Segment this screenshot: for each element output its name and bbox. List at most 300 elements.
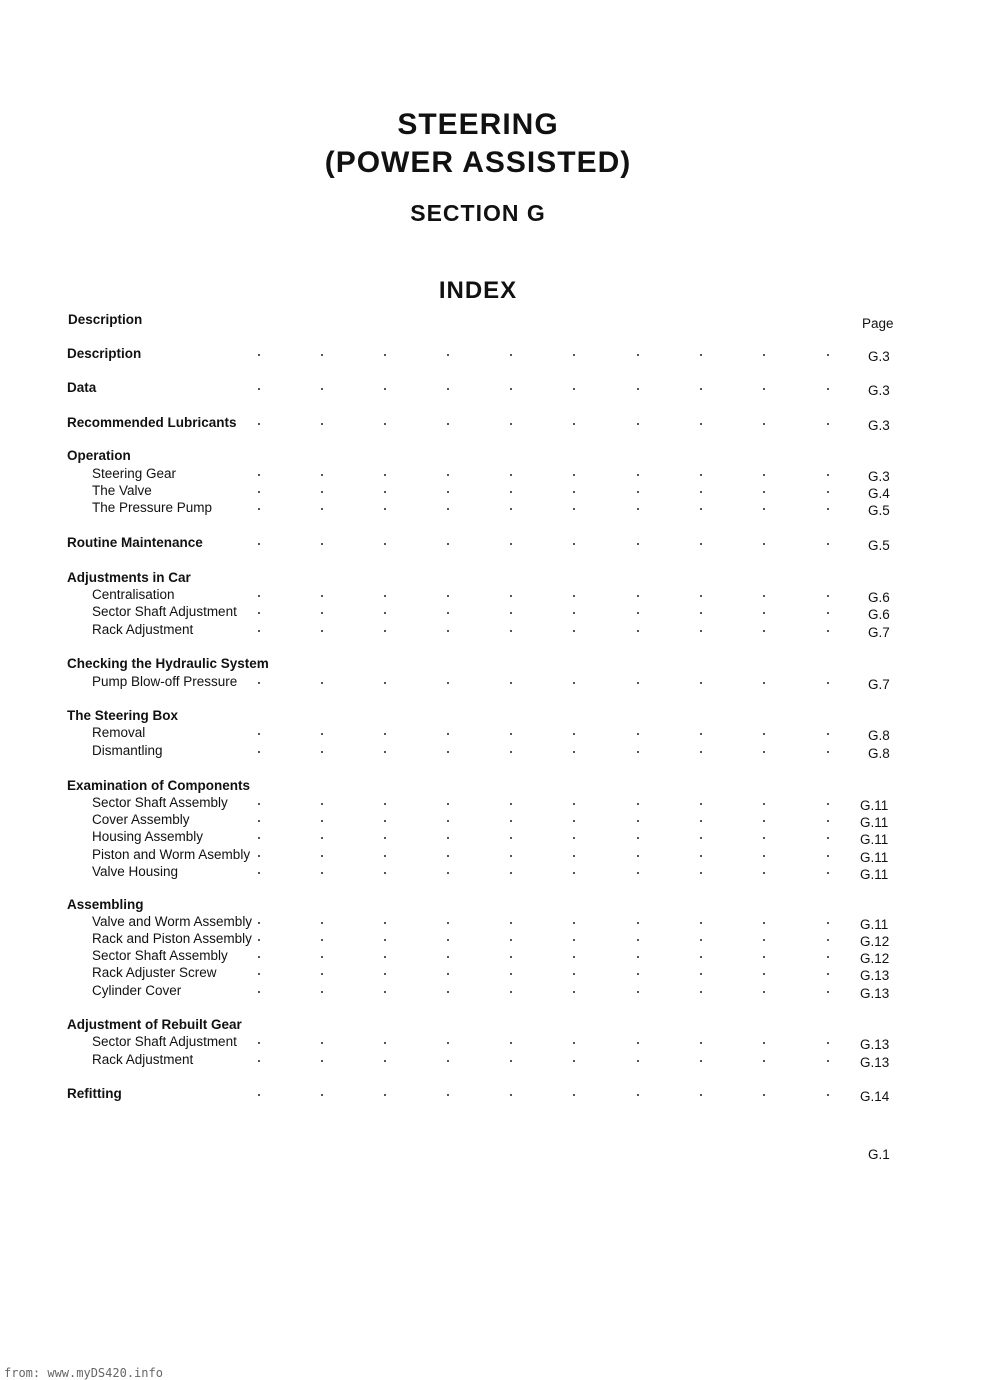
dot-leader bbox=[0, 483, 1000, 500]
leader-dot bbox=[637, 855, 639, 857]
toc-row bbox=[0, 1086, 1000, 1103]
toc-row bbox=[0, 931, 1000, 948]
leader-dot bbox=[384, 1042, 386, 1044]
leader-dot bbox=[827, 922, 829, 924]
leader-dot bbox=[700, 630, 702, 632]
leader-dot bbox=[637, 354, 639, 356]
leader-dot bbox=[258, 820, 260, 822]
leader-dot bbox=[447, 491, 449, 493]
leader-dot bbox=[258, 1042, 260, 1044]
toc-section-label: Operation bbox=[67, 448, 131, 463]
dot-leader bbox=[0, 931, 1000, 948]
dot-leader bbox=[0, 812, 1000, 829]
leader-dot bbox=[637, 837, 639, 839]
toc-row bbox=[0, 983, 1000, 1000]
toc-page-number: G.11 bbox=[860, 867, 889, 882]
toc-subsection-label: Steering Gear bbox=[92, 466, 177, 481]
leader-dot bbox=[447, 612, 449, 614]
toc-row bbox=[0, 914, 1000, 931]
leader-dot bbox=[321, 803, 323, 805]
leader-dot bbox=[763, 872, 765, 874]
toc-row bbox=[0, 674, 1000, 691]
leader-dot bbox=[700, 956, 702, 958]
toc-subsection-label: Dismantling bbox=[92, 743, 163, 758]
leader-dot bbox=[700, 922, 702, 924]
leader-dot bbox=[573, 973, 575, 975]
leader-dot bbox=[637, 956, 639, 958]
leader-dot bbox=[447, 973, 449, 975]
leader-dot bbox=[258, 872, 260, 874]
leader-dot bbox=[384, 612, 386, 614]
toc-subsection-label: Cylinder Cover bbox=[92, 983, 182, 998]
leader-dot bbox=[573, 354, 575, 356]
toc-row bbox=[0, 380, 1000, 397]
toc-subsection-label: Centralisation bbox=[92, 587, 175, 602]
dot-leader bbox=[0, 346, 1000, 363]
leader-dot bbox=[447, 751, 449, 753]
toc-row bbox=[0, 795, 1000, 812]
title-line-1: STEERING bbox=[397, 108, 559, 141]
leader-dot bbox=[573, 1060, 575, 1062]
leader-dot bbox=[827, 1094, 829, 1096]
leader-dot bbox=[700, 491, 702, 493]
toc-subsection-label: Sector Shaft Assembly bbox=[92, 948, 228, 963]
toc-page-number: G.13 bbox=[860, 1037, 890, 1052]
toc-row bbox=[0, 483, 1000, 500]
leader-dot bbox=[827, 388, 829, 390]
leader-dot bbox=[700, 973, 702, 975]
leader-dot bbox=[637, 922, 639, 924]
leader-dot bbox=[447, 423, 449, 425]
toc-row bbox=[0, 1052, 1000, 1069]
leader-dot bbox=[763, 820, 765, 822]
leader-dot bbox=[258, 543, 260, 545]
leader-dot bbox=[573, 991, 575, 993]
leader-dot bbox=[258, 612, 260, 614]
leader-dot bbox=[573, 474, 575, 476]
toc-row bbox=[0, 448, 1000, 465]
leader-dot bbox=[321, 939, 323, 941]
leader-dot bbox=[258, 939, 260, 941]
toc-page-number: G.13 bbox=[860, 968, 890, 983]
leader-dot bbox=[321, 543, 323, 545]
leader-dot bbox=[827, 803, 829, 805]
leader-dot bbox=[827, 855, 829, 857]
leader-dot bbox=[827, 543, 829, 545]
leader-dot bbox=[827, 612, 829, 614]
toc-page-number: G.8 bbox=[868, 746, 890, 761]
leader-dot bbox=[384, 630, 386, 632]
leader-dot bbox=[384, 991, 386, 993]
leader-dot bbox=[258, 973, 260, 975]
leader-dot bbox=[637, 1060, 639, 1062]
leader-dot bbox=[827, 630, 829, 632]
toc-subsection-label: Rack Adjustment bbox=[92, 1052, 194, 1067]
leader-dot bbox=[384, 543, 386, 545]
leader-dot bbox=[447, 388, 449, 390]
leader-dot bbox=[637, 630, 639, 632]
leader-dot bbox=[510, 1042, 512, 1044]
leader-dot bbox=[321, 751, 323, 753]
leader-dot bbox=[573, 922, 575, 924]
dot-leader bbox=[0, 914, 1000, 931]
dot-leader bbox=[0, 1034, 1000, 1051]
leader-dot bbox=[447, 595, 449, 597]
toc-section-label: Examination of Components bbox=[67, 778, 251, 793]
dot-leader bbox=[0, 466, 1000, 483]
leader-dot bbox=[321, 612, 323, 614]
leader-dot bbox=[573, 837, 575, 839]
leader-dot bbox=[573, 939, 575, 941]
leader-dot bbox=[384, 973, 386, 975]
leader-dot bbox=[384, 491, 386, 493]
leader-dot bbox=[573, 682, 575, 684]
leader-dot bbox=[763, 1060, 765, 1062]
toc-row bbox=[0, 965, 1000, 982]
dot-leader bbox=[0, 604, 1000, 621]
leader-dot bbox=[321, 872, 323, 874]
leader-dot bbox=[447, 474, 449, 476]
leader-dot bbox=[510, 973, 512, 975]
leader-dot bbox=[700, 855, 702, 857]
toc-subsection-label: Sector Shaft Adjustment bbox=[92, 1034, 237, 1049]
dot-leader bbox=[0, 965, 1000, 982]
dot-leader bbox=[0, 500, 1000, 517]
leader-dot bbox=[258, 388, 260, 390]
leader-dot bbox=[321, 682, 323, 684]
leader-dot bbox=[510, 872, 512, 874]
leader-dot bbox=[447, 682, 449, 684]
leader-dot bbox=[510, 837, 512, 839]
leader-dot bbox=[321, 837, 323, 839]
leader-dot bbox=[510, 682, 512, 684]
leader-dot bbox=[384, 474, 386, 476]
leader-dot bbox=[573, 508, 575, 510]
leader-dot bbox=[384, 872, 386, 874]
dot-leader bbox=[0, 743, 1000, 760]
toc-row bbox=[0, 622, 1000, 639]
leader-dot bbox=[573, 595, 575, 597]
leader-dot bbox=[321, 388, 323, 390]
leader-dot bbox=[510, 354, 512, 356]
leader-dot bbox=[637, 682, 639, 684]
leader-dot bbox=[763, 595, 765, 597]
leader-dot bbox=[637, 751, 639, 753]
dot-leader bbox=[0, 983, 1000, 1000]
leader-dot bbox=[447, 630, 449, 632]
leader-dot bbox=[258, 354, 260, 356]
toc-section-label: Assembling bbox=[67, 897, 144, 912]
dot-leader bbox=[0, 415, 1000, 432]
toc-page-number: G.14 bbox=[860, 1089, 890, 1104]
leader-dot bbox=[700, 733, 702, 735]
leader-dot bbox=[763, 630, 765, 632]
leader-dot bbox=[447, 803, 449, 805]
leader-dot bbox=[637, 423, 639, 425]
leader-dot bbox=[321, 1060, 323, 1062]
leader-dot bbox=[510, 803, 512, 805]
toc-row bbox=[0, 570, 1000, 587]
leader-dot bbox=[447, 820, 449, 822]
title-line-2: (POWER ASSISTED) bbox=[324, 146, 632, 179]
toc-page-number: G.11 bbox=[860, 798, 889, 813]
leader-dot bbox=[700, 820, 702, 822]
leader-dot bbox=[258, 630, 260, 632]
leader-dot bbox=[700, 423, 702, 425]
leader-dot bbox=[321, 855, 323, 857]
leader-dot bbox=[447, 354, 449, 356]
leader-dot bbox=[637, 1042, 639, 1044]
leader-dot bbox=[700, 682, 702, 684]
leader-dot bbox=[510, 733, 512, 735]
toc-row bbox=[0, 708, 1000, 725]
leader-dot bbox=[447, 922, 449, 924]
leader-dot bbox=[573, 630, 575, 632]
leader-dot bbox=[827, 956, 829, 958]
toc-row bbox=[0, 897, 1000, 914]
toc-row bbox=[0, 778, 1000, 795]
leader-dot bbox=[763, 1094, 765, 1096]
dot-leader bbox=[0, 829, 1000, 846]
leader-dot bbox=[637, 612, 639, 614]
leader-dot bbox=[763, 733, 765, 735]
toc-row bbox=[0, 1017, 1000, 1034]
leader-dot bbox=[510, 630, 512, 632]
toc-page-number: G.11 bbox=[860, 832, 889, 847]
leader-dot bbox=[700, 354, 702, 356]
index-heading: INDEX bbox=[438, 277, 518, 304]
leader-dot bbox=[700, 474, 702, 476]
toc-row bbox=[0, 535, 1000, 552]
toc-subsection-label: Valve and Worm Assembly bbox=[92, 914, 253, 929]
leader-dot bbox=[384, 855, 386, 857]
toc-subsection-label: Rack Adjustment bbox=[92, 622, 194, 637]
leader-dot bbox=[510, 1094, 512, 1096]
leader-dot bbox=[258, 423, 260, 425]
leader-dot bbox=[637, 491, 639, 493]
leader-dot bbox=[258, 682, 260, 684]
leader-dot bbox=[258, 751, 260, 753]
leader-dot bbox=[637, 939, 639, 941]
leader-dot bbox=[763, 354, 765, 356]
toc-row bbox=[0, 656, 1000, 673]
leader-dot bbox=[573, 388, 575, 390]
toc-page-number: G.7 bbox=[868, 677, 890, 692]
leader-dot bbox=[827, 354, 829, 356]
dot-leader bbox=[0, 795, 1000, 812]
dot-leader bbox=[0, 1086, 1000, 1103]
leader-dot bbox=[384, 1060, 386, 1062]
leader-dot bbox=[763, 973, 765, 975]
toc-row bbox=[0, 1034, 1000, 1051]
leader-dot bbox=[763, 543, 765, 545]
toc-section-label: Checking the Hydraulic System bbox=[67, 656, 269, 671]
dot-leader bbox=[0, 535, 1000, 552]
leader-dot bbox=[321, 1042, 323, 1044]
toc-subsection-label: Removal bbox=[92, 725, 146, 740]
leader-dot bbox=[258, 733, 260, 735]
toc-row bbox=[0, 847, 1000, 864]
toc-page-number: G.3 bbox=[868, 383, 890, 398]
leader-dot bbox=[573, 855, 575, 857]
dot-leader bbox=[0, 847, 1000, 864]
toc-page-number: G.6 bbox=[868, 590, 890, 605]
leader-dot bbox=[510, 922, 512, 924]
leader-dot bbox=[447, 939, 449, 941]
toc-row bbox=[0, 346, 1000, 363]
toc-subsection-label: Pump Blow-off Pressure bbox=[92, 674, 238, 689]
leader-dot bbox=[700, 595, 702, 597]
leader-dot bbox=[321, 820, 323, 822]
page-column-header: Page bbox=[862, 316, 894, 331]
leader-dot bbox=[763, 939, 765, 941]
leader-dot bbox=[510, 991, 512, 993]
dot-leader bbox=[0, 380, 1000, 397]
leader-dot bbox=[573, 543, 575, 545]
section-title: SECTION G bbox=[410, 200, 546, 226]
dot-leader bbox=[0, 725, 1000, 742]
leader-dot bbox=[510, 491, 512, 493]
leader-dot bbox=[637, 820, 639, 822]
toc-section-label: Adjustment of Rebuilt Gear bbox=[67, 1017, 242, 1032]
leader-dot bbox=[573, 751, 575, 753]
leader-dot bbox=[447, 855, 449, 857]
toc-section-label: Adjustments in Car bbox=[67, 570, 191, 585]
leader-dot bbox=[763, 474, 765, 476]
leader-dot bbox=[763, 956, 765, 958]
leader-dot bbox=[637, 803, 639, 805]
leader-dot bbox=[384, 956, 386, 958]
leader-dot bbox=[700, 991, 702, 993]
leader-dot bbox=[258, 474, 260, 476]
toc-section-label: Data bbox=[67, 380, 97, 395]
leader-dot bbox=[447, 1094, 449, 1096]
leader-dot bbox=[700, 803, 702, 805]
leader-dot bbox=[321, 491, 323, 493]
leader-dot bbox=[637, 1094, 639, 1096]
leader-dot bbox=[384, 820, 386, 822]
toc-row bbox=[0, 829, 1000, 846]
leader-dot bbox=[827, 1060, 829, 1062]
toc-page-number: G.11 bbox=[860, 815, 889, 830]
leader-dot bbox=[637, 973, 639, 975]
toc-page-number: G.12 bbox=[860, 951, 890, 966]
toc-page-number: G.11 bbox=[860, 850, 889, 865]
toc-page-number: G.13 bbox=[860, 986, 890, 1001]
leader-dot bbox=[827, 733, 829, 735]
leader-dot bbox=[321, 991, 323, 993]
leader-dot bbox=[700, 508, 702, 510]
leader-dot bbox=[510, 956, 512, 958]
leader-dot bbox=[700, 612, 702, 614]
leader-dot bbox=[510, 508, 512, 510]
leader-dot bbox=[258, 922, 260, 924]
leader-dot bbox=[321, 1094, 323, 1096]
leader-dot bbox=[763, 991, 765, 993]
leader-dot bbox=[637, 733, 639, 735]
leader-dot bbox=[763, 855, 765, 857]
leader-dot bbox=[827, 820, 829, 822]
leader-dot bbox=[321, 973, 323, 975]
leader-dot bbox=[321, 733, 323, 735]
leader-dot bbox=[827, 1042, 829, 1044]
leader-dot bbox=[637, 595, 639, 597]
leader-dot bbox=[827, 973, 829, 975]
toc-subsection-label: Sector Shaft Adjustment bbox=[92, 604, 237, 619]
toc-subsection-label: Rack and Piston Assembly bbox=[92, 931, 252, 946]
leader-dot bbox=[510, 612, 512, 614]
leader-dot bbox=[700, 1042, 702, 1044]
leader-dot bbox=[763, 837, 765, 839]
leader-dot bbox=[510, 820, 512, 822]
leader-dot bbox=[827, 682, 829, 684]
leader-dot bbox=[827, 474, 829, 476]
description-column-header: Description bbox=[68, 312, 143, 327]
leader-dot bbox=[763, 491, 765, 493]
leader-dot bbox=[447, 837, 449, 839]
toc-page-number: G.6 bbox=[868, 607, 890, 622]
leader-dot bbox=[700, 872, 702, 874]
dot-leader bbox=[0, 864, 1000, 881]
dot-leader bbox=[0, 1052, 1000, 1069]
leader-dot bbox=[700, 1060, 702, 1062]
leader-dot bbox=[763, 751, 765, 753]
toc-section-label: Recommended Lubricants bbox=[67, 415, 237, 430]
leader-dot bbox=[258, 1094, 260, 1096]
toc-row bbox=[0, 500, 1000, 517]
leader-dot bbox=[447, 733, 449, 735]
toc-page-number: G.3 bbox=[868, 349, 890, 364]
leader-dot bbox=[258, 855, 260, 857]
leader-dot bbox=[510, 855, 512, 857]
leader-dot bbox=[258, 991, 260, 993]
leader-dot bbox=[510, 1060, 512, 1062]
leader-dot bbox=[384, 922, 386, 924]
leader-dot bbox=[384, 837, 386, 839]
leader-dot bbox=[637, 543, 639, 545]
leader-dot bbox=[700, 543, 702, 545]
leader-dot bbox=[763, 423, 765, 425]
leader-dot bbox=[447, 956, 449, 958]
leader-dot bbox=[827, 991, 829, 993]
dot-leader bbox=[0, 587, 1000, 604]
leader-dot bbox=[447, 1060, 449, 1062]
leader-dot bbox=[573, 491, 575, 493]
leader-dot bbox=[510, 388, 512, 390]
leader-dot bbox=[321, 595, 323, 597]
toc-subsection-label: Housing Assembly bbox=[92, 829, 204, 844]
toc-row bbox=[0, 812, 1000, 829]
leader-dot bbox=[321, 922, 323, 924]
leader-dot bbox=[573, 733, 575, 735]
toc-row bbox=[0, 864, 1000, 881]
leader-dot bbox=[384, 803, 386, 805]
leader-dot bbox=[258, 1060, 260, 1062]
leader-dot bbox=[763, 388, 765, 390]
leader-dot bbox=[510, 423, 512, 425]
toc-page-number: G.3 bbox=[868, 418, 890, 433]
leader-dot bbox=[573, 612, 575, 614]
toc-section-label: The Steering Box bbox=[67, 708, 179, 723]
leader-dot bbox=[384, 939, 386, 941]
toc-page-number: G.11 bbox=[860, 917, 889, 932]
toc-page-number: G.5 bbox=[868, 503, 890, 518]
leader-dot bbox=[637, 474, 639, 476]
toc-row bbox=[0, 604, 1000, 621]
leader-dot bbox=[447, 508, 449, 510]
leader-dot bbox=[510, 474, 512, 476]
leader-dot bbox=[258, 491, 260, 493]
